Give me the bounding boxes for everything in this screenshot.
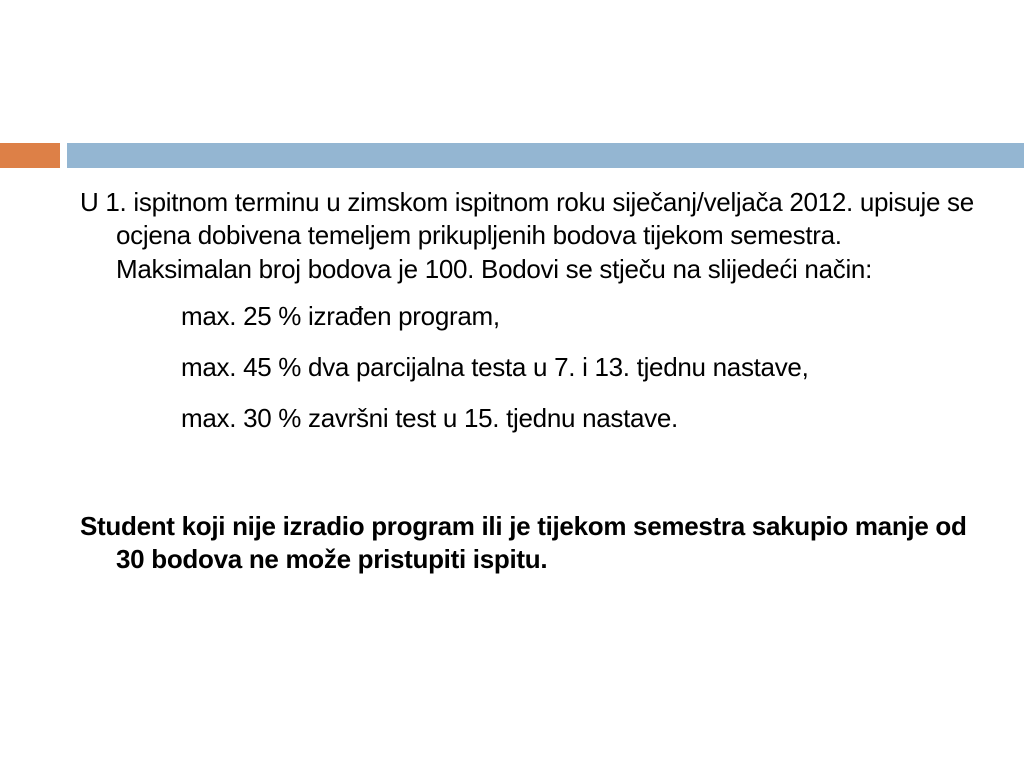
slide-content: [80, 186, 980, 576]
intro-paragraph: U 1. ispitnom terminu u zimskom ispitnom roku siječanj/veljača 2012. upisuje se ocjena dobivena temeljem prikupljenih bodova tijekom semestra. Maksimalan broj bodova je 100. Bodovi se stječu na slijedeći način:: [80, 187, 974, 284]
list-item: max. 45 % dva parcijalna testa u 7. i 13. tjednu nastave,: [181, 352, 809, 383]
header-main-band: [67, 143, 1024, 168]
header-accent-band: [0, 143, 60, 168]
list-item: max. 25 % izrađen program,: [181, 300, 500, 331]
list-item: max. 30 % završni test u 15. tjednu nastave.: [181, 403, 678, 434]
note-paragraph: Student koji nije izradio program ili je tijekom semestra sakupio manje od 30 bodova ne može pristupiti ispitu.: [80, 510, 967, 574]
